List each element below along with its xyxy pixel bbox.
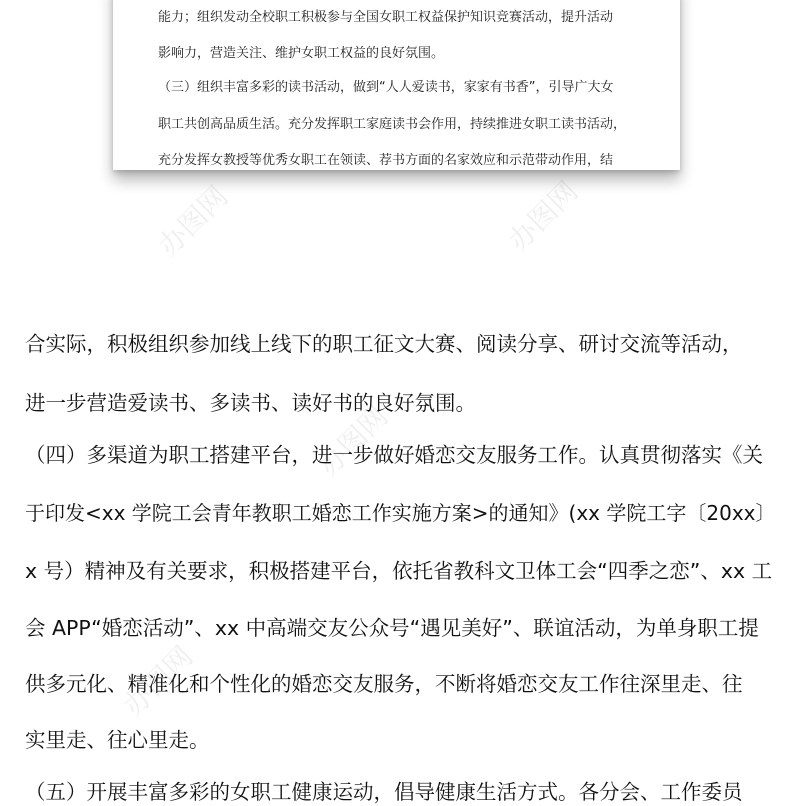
body-text-line: （五）开展丰富多彩的女职工健康运动，倡导健康生活方式。各分会、工作委员 — [25, 780, 743, 804]
body-text-line: 会 APP“婚恋活动”、xx 中高端交友公众号“遇见美好”、联谊活动，为单身职工提 — [25, 616, 759, 640]
excerpt-line: 职工共创高品质生活。充分发挥职工家庭读书会作用，持续推进女职工读书活动， — [158, 117, 627, 132]
body-text-line: 合实际，积极组织参加线上线下的职工征文大赛、阅读分享、研讨交流等活动， — [25, 332, 743, 356]
excerpt-line: 充分发挥女教授等优秀女职工在领读、荐书方面的名家效应和示范带动作用，结 — [158, 153, 614, 168]
body-text-line: 供多元化、精准化和个性化的婚恋交友服务，不断将婚恋交友工作往深里走、往 — [25, 672, 743, 696]
body-text-line: （四）多渠道为职工搭建平台，进一步做好婚恋交友服务工作。认真贯彻落实《关 — [25, 443, 763, 467]
watermark: 办图网 — [501, 174, 585, 258]
document-excerpt-card — [113, 0, 680, 170]
body-text-line: x 号）精神及有关要求，积极搭建平台，依托省教科文卫体工会“四季之恋”、xx 工 — [25, 559, 773, 583]
excerpt-line: （三）组织丰富多彩的读书活动，做到“人人爱读书，家家有书香”，引导广大女 — [158, 80, 614, 95]
excerpt-line: 影响力，营造关注、维护女职工权益的良好氛围。 — [158, 46, 445, 61]
body-text-line: 于印发<xx 学院工会青年教职工婚恋工作实施方案>的通知》(xx 学院工字〔20xx〕 — [25, 501, 776, 525]
body-text-line: 实里走、往心里走。 — [25, 728, 210, 752]
excerpt-line: 能力；组织发动全校职工积极参与全国女职工权益保护知识竞赛活动，提升活动 — [158, 10, 614, 25]
watermark: 办图网 — [116, 639, 200, 723]
body-text-line: 进一步营造爱读书、多读书、读好书的良好氛围。 — [25, 391, 476, 415]
watermark: 办图网 — [311, 399, 395, 483]
watermark: 办图网 — [151, 179, 235, 263]
